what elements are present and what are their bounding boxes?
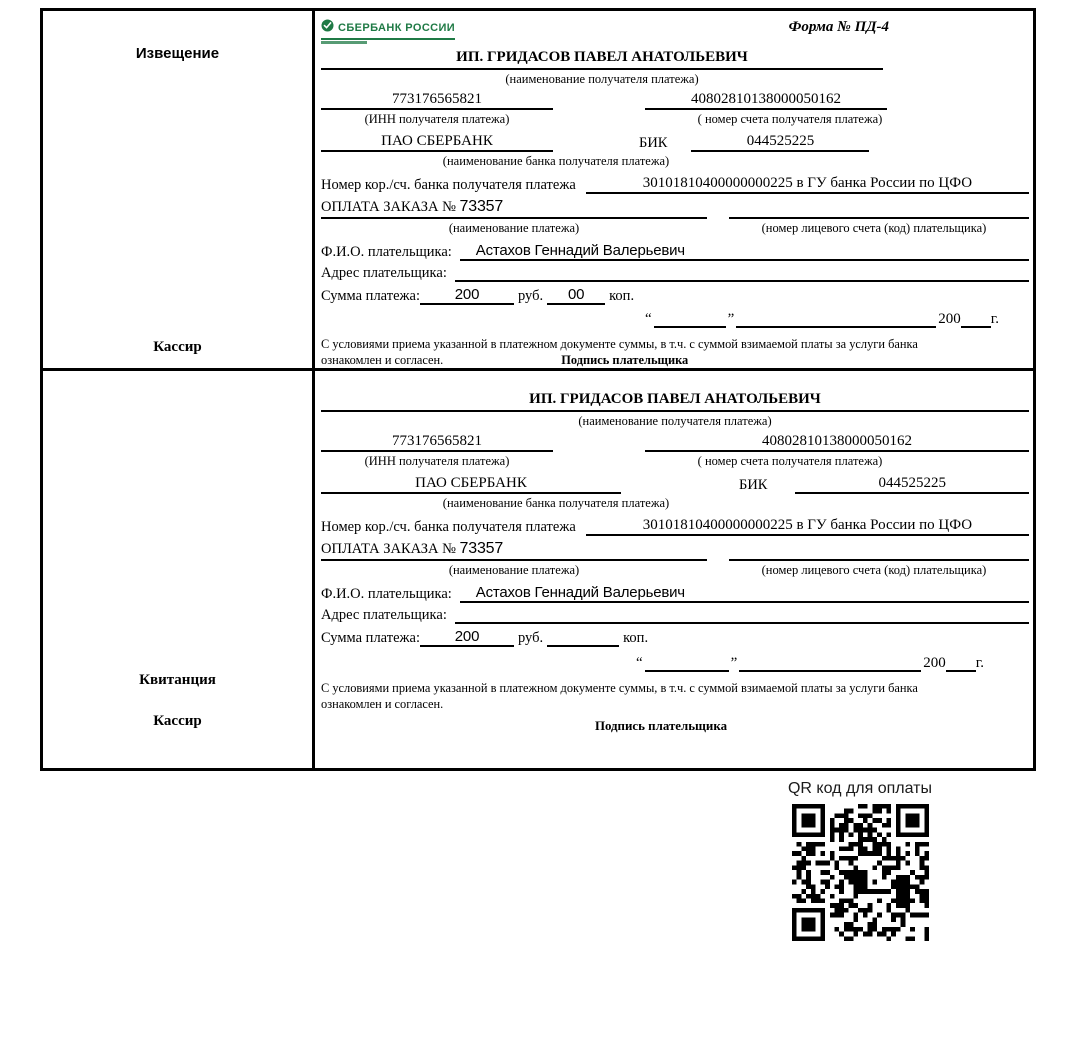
payee-name: ИП. ГРИДАСОВ ПАВЕЛ АНАТОЛЬЕВИЧ [321,391,1029,412]
payer-address-row [321,263,1029,282]
bik-value: 044525225 [691,133,869,152]
bik-label: БИК [639,135,668,151]
payment-caption: (наименование платежа) [448,221,580,235]
order-number: 73357 [459,198,504,215]
inn-account-row [321,91,1029,110]
date-year-line [946,670,976,672]
sberbank-logo-row [321,19,455,40]
receipt-left-cell [43,371,315,768]
date-day-line [654,326,726,328]
kop-label: коп. [609,288,635,304]
kop-label: коп. [623,630,649,646]
payment-purpose-text: ОПЛАТА ЗАКАЗА № [321,199,456,215]
form-number-title: Форма № ПД-4 [788,19,889,35]
spacer [321,371,1029,391]
signature-label: Подпись плательщика [561,353,689,368]
date-row [321,655,1029,672]
payer-name-row [321,242,1029,261]
purpose-captions [321,561,1029,582]
terms-line1: С условиями приема указанной в платежном документе суммы, в т.ч. с суммой взимаемой платы за услуги банка [321,337,918,351]
payment-caption: (наименование платежа) [448,563,580,577]
corr-account-row [321,517,1029,536]
sum-row [321,286,1029,305]
inn-account-captions [321,110,1029,131]
bank-caption: (наименование банка получателя платежа) [442,496,670,510]
terms-line2: ознакомлен и согласен. [321,697,444,712]
payer-address-label: Адрес плательщика: [321,607,447,623]
bank-name-value: ПАО СБЕРБАНК [321,133,553,152]
notice-head-row [321,11,1029,49]
sum-row [321,628,1029,647]
rub-label: руб. [518,288,544,304]
personal-account-line [729,559,1029,561]
terms-block [321,336,1009,368]
quote-open: “ [644,311,652,327]
date-month-line [736,326,936,328]
terms-line1: С условиями приема указанной в платежном документе суммы, в т.ч. с суммой взимаемой платы за услуги банка [321,681,918,695]
sum-label: Сумма платежа: [321,630,420,646]
cashier-label: Кассир [153,713,202,729]
payee-caption: (наименование получателя платежа) [505,72,699,86]
year-prefix: 200 [938,311,961,327]
sum-kop-value [547,628,619,647]
corr-account-value: 30101810400000000225 в ГУ банка России по ЦФО [586,517,1029,536]
payment-purpose-row [321,540,1029,561]
inn-account-row [321,433,1029,452]
bik-label: БИК [739,477,768,493]
sum-rub-value: 200 [420,286,514,305]
payer-address-row [321,605,1029,624]
sberbank-logo-text: СБЕРБАНК РОССИИ [338,22,456,34]
payer-name-value: Астахов Геннадий Валерьевич [460,242,1029,261]
receipt-body [315,371,1033,768]
account-caption: ( номер счета получателя платежа) [697,454,883,468]
receipt-section [40,371,1036,771]
account-value: 40802810138000050162 [645,91,887,110]
payee-caption: (наименование получателя платежа) [578,414,772,428]
year-suffix: г. [990,311,999,327]
purpose-captions [321,219,1029,240]
date-row [321,311,1029,328]
sberbank-emblem-icon [321,19,334,37]
inn-value: 773176565821 [321,91,553,110]
date-month-line [739,670,921,672]
bank-bik-row [321,475,1029,494]
quote-close: ” [727,311,735,327]
notice-label: Извещение [135,45,220,62]
sum-label: Сумма платежа: [321,288,420,304]
payment-purpose [321,198,707,219]
sberbank-logo [321,19,455,44]
bank-bik-row [321,133,1029,152]
payer-name-label: Ф.И.О. плательщика: [321,244,452,260]
sum-kop-value: 00 [547,286,605,305]
notice-body [315,11,1033,368]
payment-purpose-row [321,198,1029,219]
inn-value: 773176565821 [321,433,553,452]
terms-line2-row [321,352,1009,368]
quote-open: “ [635,655,643,671]
qr-title: QR код для оплаты [787,780,932,797]
personal-caption: (номер лицевого счета (код) плательщика) [761,563,987,577]
notice-left-cell [43,11,315,368]
personal-account-line [729,217,1029,219]
account-caption: ( номер счета получателя платежа) [697,112,883,126]
sum-rub-value: 200 [420,628,514,647]
date-day-line [645,670,729,672]
sberbank-logo-tagline [321,41,367,44]
inn-caption: (ИНН получателя платежа) [364,112,510,126]
corr-label: Номер кор./сч. банка получателя платежа [321,519,576,535]
terms-block [321,680,1009,735]
payer-address-label: Адрес плательщика: [321,265,447,281]
personal-caption: (номер лицевого счета (код) плательщика) [761,221,987,235]
account-value: 40802810138000050162 [645,433,1029,452]
bank-name-value: ПАО СБЕРБАНК [321,475,621,494]
payer-address-value [455,605,1029,624]
corr-label: Номер кор./сч. банка получателя платежа [321,177,576,193]
inn-caption: (ИНН получателя платежа) [364,454,510,468]
payer-address-value [455,263,1029,282]
notice-section [40,8,1036,371]
inn-account-captions [321,452,1029,473]
quote-close: ” [730,655,738,671]
cashier-label: Кассир [153,339,202,355]
payer-name-label: Ф.И.О. плательщика: [321,586,452,602]
payer-name-row [321,584,1029,603]
qr-code-image [792,804,929,941]
bank-caption: (наименование банка получателя платежа) [442,154,670,168]
date-year-line [961,326,991,328]
qr-block [740,780,980,946]
payer-name-value: Астахов Геннадий Валерьевич [460,584,1029,603]
signature-label: Подпись плательщика [594,719,728,734]
corr-account-row [321,175,1029,194]
year-prefix: 200 [923,655,946,671]
corr-account-value: 30101810400000000225 в ГУ банка России по ЦФО [586,175,1029,194]
payment-purpose [321,540,707,561]
payment-purpose-text: ОПЛАТА ЗАКАЗА № [321,541,456,557]
receipt-label: Квитанция [139,672,216,688]
rub-label: руб. [518,630,544,646]
pd4-form [40,8,1036,771]
terms-line2: ознакомлен и согласен. [321,353,444,368]
bik-value: 044525225 [795,475,1029,494]
year-suffix: г. [975,655,984,671]
order-number: 73357 [459,540,504,557]
payee-name: ИП. ГРИДАСОВ ПАВЕЛ АНАТОЛЬЕВИЧ [321,49,883,70]
